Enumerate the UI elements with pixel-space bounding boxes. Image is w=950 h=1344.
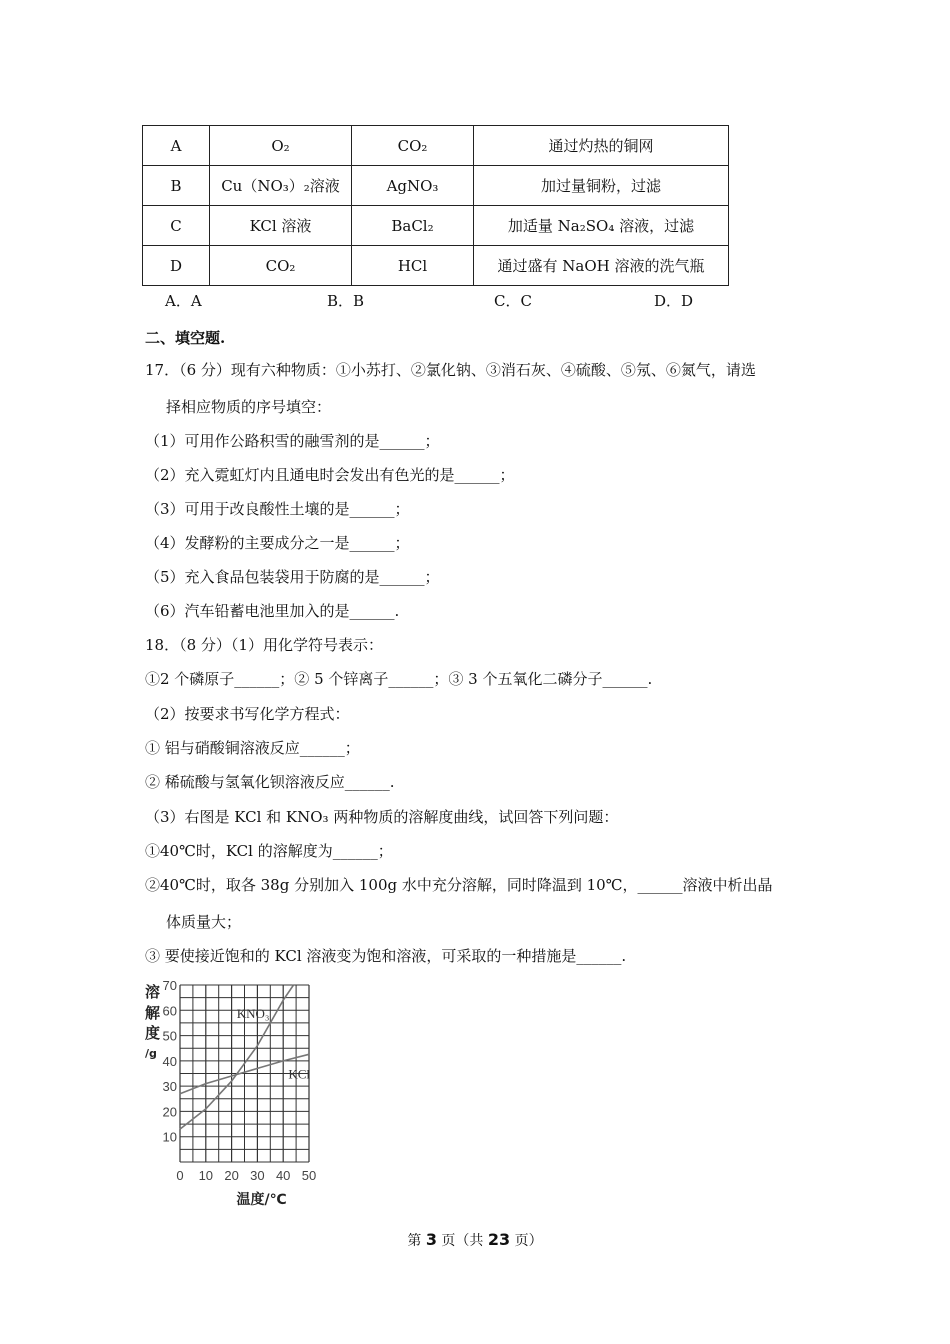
table-row (143, 126, 729, 166)
q17-item-5: （5）充入食品包装袋用于防腐的是______； (145, 568, 440, 586)
table-row (143, 166, 729, 206)
x-tick-label: 50 (301, 1168, 317, 1183)
y-tick-label: 50 (162, 1028, 177, 1044)
table-cell: CO₂ (352, 126, 474, 166)
q18-line-5: （3）右图是 KCl 和 KNO₃ 两种物质的溶解度曲线，试回答下列问题： (145, 808, 619, 826)
choice-c[interactable]: C．C (494, 292, 532, 310)
q17-item-2: （2）充入霓虹灯内且通电时会发出有色光的是______； (145, 466, 515, 484)
table-cell: Cu（NO₃）₂溶液 (210, 166, 352, 206)
section-title: 二、填空题. (145, 329, 226, 347)
table-cell: O₂ (210, 126, 352, 166)
table-cell: 加适量 Na₂SO₄ 溶液，过滤 (474, 206, 729, 246)
q17-item-1: （1）可用作公路积雪的融雪剂的是______； (145, 432, 440, 450)
x-tick-label: 20 (224, 1168, 239, 1183)
y-axis-label: 溶 (145, 983, 161, 1001)
table-cell: A (143, 126, 210, 166)
page-footer (0, 1230, 950, 1250)
q18-line-3: ① 铝与硝酸铜溶液反应______； (145, 739, 360, 757)
table-cell: B (143, 166, 210, 206)
x-tick-label: 30 (250, 1168, 265, 1183)
q17-item-4: （4）发酵粉的主要成分之一是______； (145, 534, 410, 552)
options-table (142, 125, 729, 286)
table-cell: 加过量铜粉，过滤 (474, 166, 729, 206)
footer-post: 页） (510, 1233, 543, 1249)
q18-stem: 18．（8 分）（1）用化学符号表示： (145, 636, 383, 654)
table-cell: 通过灼热的铜网 (474, 126, 729, 166)
q18-line-1: ①2 个磷原子______；② 5 个锌离子______；③ 3 个五氧化二磷分子______. (145, 670, 653, 688)
table-cell: KCl 溶液 (210, 206, 352, 246)
q17-item-3: （3）可用于改良酸性土壤的是______； (145, 500, 410, 518)
y-tick-label: 40 (162, 1053, 177, 1069)
x-axis-label: 温度/℃ (236, 1192, 287, 1208)
y-tick-label: 60 (162, 1003, 177, 1019)
footer-pre: 第 (407, 1233, 426, 1249)
series-label-kno3: KNO₃ (236, 1005, 270, 1021)
table-cell: HCl (352, 246, 474, 286)
q17-stem-cont: 择相应物质的序号填空： (166, 398, 332, 416)
q17-stem: 17．（6 分）现有六种物质：①小苏打、②氯化钠、③消石灰、④硫酸、⑤氖、⑥氮气，请选 (145, 361, 756, 379)
table-cell: D (143, 246, 210, 286)
y-axis-label: 解 (145, 1004, 161, 1022)
table-cell: CO₂ (210, 246, 352, 286)
footer-page: 3 (425, 1230, 437, 1249)
q17-item-6: （6）汽车铅蓄电池里加入的是______. (145, 602, 400, 620)
y-tick-label: 10 (162, 1129, 177, 1145)
y-axis-label: /g (145, 1047, 157, 1060)
footer-mid: 页（共 (436, 1233, 488, 1249)
choice-b[interactable]: B．B (327, 292, 365, 310)
q18-line-7: ②40℃时，取各 38g 分别加入 100g 水中充分溶解，同时降温到 10℃，______溶液中析出晶 (145, 876, 773, 894)
q18-line-6: ①40℃时，KCl 的溶解度为______； (145, 842, 393, 860)
solubility-chart (140, 975, 340, 1210)
table-cell: AgNO₃ (352, 166, 474, 206)
table-cell: 通过盛有 NaOH 溶液的洗气瓶 (474, 246, 729, 286)
table-row (143, 246, 729, 286)
q18-line-4: ② 稀硫酸与氢氧化钡溶液反应______. (145, 773, 395, 791)
q18-line-9: ③ 要使接近饱和的 KCl 溶液变为饱和溶液，可采取的一种措施是______. (145, 947, 627, 965)
x-tick-label: 10 (198, 1168, 214, 1183)
footer-total: 23 (487, 1230, 511, 1249)
series-label-kcl: KCl (288, 1066, 311, 1082)
x-tick-label: 0 (176, 1168, 184, 1183)
choice-d[interactable]: D．D (654, 292, 694, 310)
y-axis-label: 度 (145, 1024, 161, 1042)
q18-line-8: 体质量大； (166, 913, 242, 931)
y-tick-label: 20 (162, 1104, 177, 1120)
choice-a[interactable]: A．A (165, 292, 202, 310)
y-tick-label: 70 (162, 978, 177, 993)
table-cell: C (143, 206, 210, 246)
x-tick-label: 40 (275, 1168, 291, 1183)
y-tick-label: 30 (162, 1079, 177, 1095)
table-row (143, 206, 729, 246)
table-cell: BaCl₂ (352, 206, 474, 246)
q18-line-2: （2）按要求书写化学方程式： (145, 705, 350, 723)
